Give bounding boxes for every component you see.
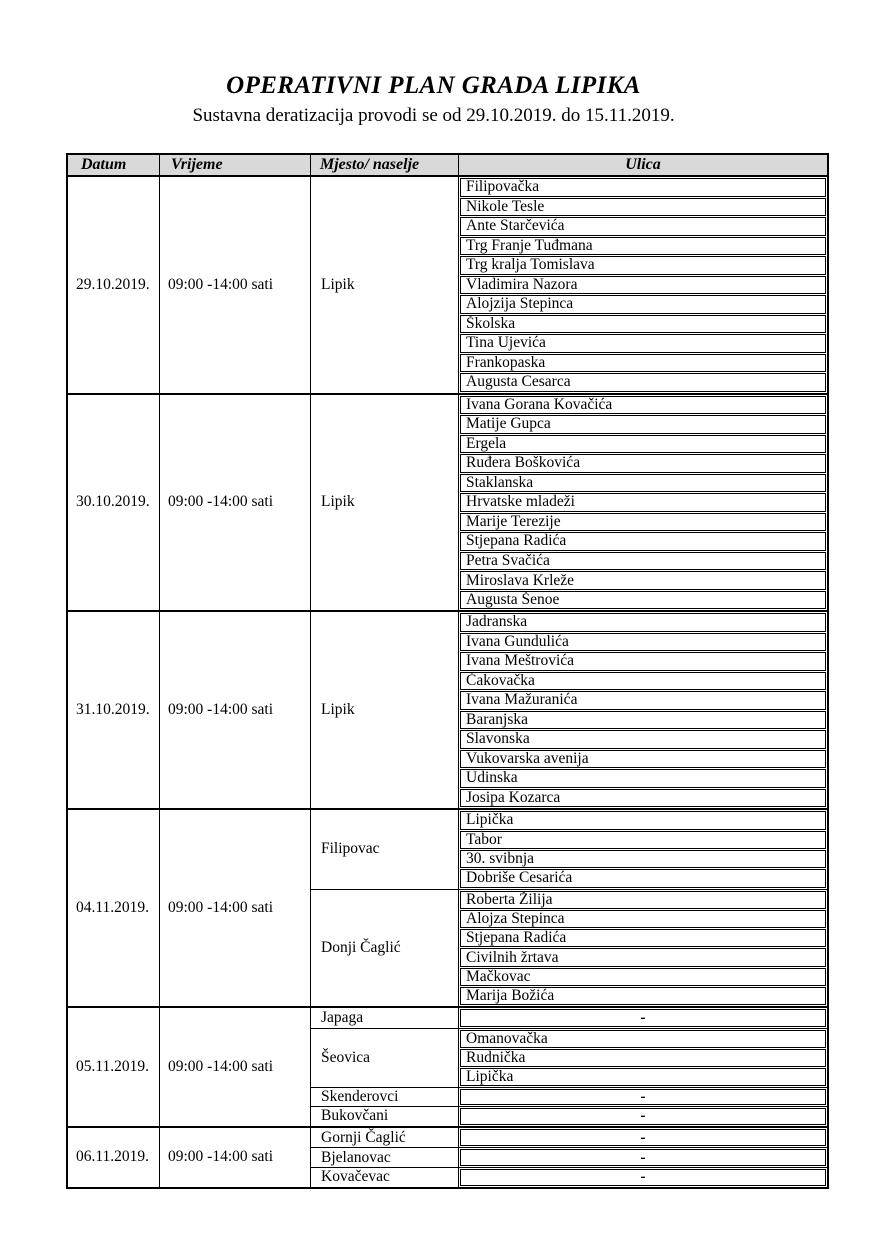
- ulica-cell: Miroslava Krleže: [460, 571, 826, 590]
- mjesto-cell: Donji Čaglić: [311, 890, 459, 1007]
- ulica-cell: Rudnička: [460, 1049, 826, 1067]
- ulica-cell: Roberta Žilija: [460, 891, 826, 909]
- mjesto-cell: Bukovčani: [311, 1107, 459, 1126]
- place-row: [311, 1008, 827, 1028]
- ulica-cell: Filipovačka: [460, 178, 826, 197]
- ulica-cell: Ivana Meštrovića: [460, 652, 826, 671]
- ulica-group: [459, 1107, 827, 1126]
- place-row: [311, 810, 827, 888]
- place-row: [311, 177, 827, 393]
- mjesto-cell: Lipik: [311, 177, 459, 393]
- place-row: [311, 1147, 827, 1167]
- mjesto-cell: Bjelanovac: [311, 1148, 459, 1167]
- ulica-group: [459, 890, 827, 1007]
- ulica-dash-cell: -: [460, 1129, 826, 1147]
- mjesto-cell: Skenderovci: [311, 1088, 459, 1107]
- place-row: [311, 1128, 827, 1148]
- ulica-group: [459, 1088, 827, 1107]
- ulica-cell: Staklanska: [460, 474, 826, 493]
- places-group: [311, 612, 827, 808]
- vrijeme-cell: 09:00 -14:00 sati: [160, 177, 311, 393]
- page-subtitle: Sustavna deratizacija provodi se od 29.10.2019. do 15.11.2019.: [192, 105, 675, 126]
- schedule-block: [68, 1126, 827, 1187]
- mjesto-cell: Gornji Čaglić: [311, 1128, 459, 1148]
- ulica-cell: Trg kralja Tomislava: [460, 256, 826, 275]
- ulica-cell: Udinska: [460, 769, 826, 788]
- ulica-cell: Ante Starčevića: [460, 217, 826, 236]
- places-group: [311, 1128, 827, 1187]
- ulica-cell: Stjepana Radića: [460, 929, 826, 947]
- place-row: [311, 1106, 827, 1126]
- place-row: [311, 395, 827, 611]
- header-datum: Datum: [68, 155, 160, 175]
- header-vrijeme: Vrijeme: [160, 155, 311, 175]
- ulica-cell: Ivana Gundulića: [460, 633, 826, 652]
- ulica-cell: Trg Franje Tuđmana: [460, 237, 826, 256]
- ulica-dash-cell: -: [460, 1169, 826, 1186]
- vrijeme-cell: 09:00 -14:00 sati: [160, 1128, 311, 1187]
- ulica-cell: Dobriše Cesarića: [460, 869, 826, 887]
- place-row: [311, 1028, 827, 1087]
- ulica-cell: Marija Božića: [460, 987, 826, 1005]
- ulica-cell: Slavonska: [460, 730, 826, 749]
- ulica-cell: Frankopaska: [460, 354, 826, 373]
- schedule-block: [68, 610, 827, 808]
- header-mjesto: Mjesto/ naselje: [311, 155, 459, 175]
- ulica-group: [459, 1008, 827, 1028]
- vrijeme-cell: 09:00 -14:00 sati: [160, 612, 311, 808]
- datum-cell: 05.11.2019.: [68, 1008, 160, 1126]
- ulica-cell: Alojza Stepinca: [460, 910, 826, 928]
- mjesto-cell: Japaga: [311, 1008, 459, 1028]
- datum-cell: 30.10.2019.: [68, 395, 160, 611]
- ulica-cell: Tabor: [460, 831, 826, 849]
- ulica-cell: Ivana Mažuranića: [460, 691, 826, 710]
- ulica-dash-cell: -: [460, 1009, 826, 1027]
- mjesto-cell: Šeovica: [311, 1029, 459, 1087]
- ulica-cell: Vladimira Nazora: [460, 276, 826, 295]
- schedule-block: [68, 177, 827, 393]
- ulica-cell: Stjepana Radića: [460, 532, 826, 551]
- ulica-cell: Civilnih žrtava: [460, 948, 826, 966]
- vrijeme-cell: 09:00 -14:00 sati: [160, 810, 311, 1006]
- mjesto-cell: Lipik: [311, 612, 459, 808]
- ulica-cell: Matije Gupca: [460, 415, 826, 434]
- ulica-cell: Augusta Cesarca: [460, 373, 826, 392]
- place-row: [311, 889, 827, 1007]
- ulica-dash-cell: -: [460, 1149, 826, 1166]
- datum-cell: 04.11.2019.: [68, 810, 160, 1006]
- ulica-cell: Petra Svačića: [460, 552, 826, 571]
- place-row: [311, 1087, 827, 1107]
- ulica-cell: Školska: [460, 315, 826, 334]
- mjesto-cell: Filipovac: [311, 810, 459, 888]
- page-title: OPERATIVNI PLAN GRADA LIPIKA: [226, 72, 641, 99]
- places-group: [311, 1008, 827, 1126]
- datum-cell: 06.11.2019.: [68, 1128, 160, 1187]
- vrijeme-cell: 09:00 -14:00 sati: [160, 1008, 311, 1126]
- place-row: [311, 612, 827, 808]
- places-group: [311, 177, 827, 393]
- ulica-cell: Baranjska: [460, 711, 826, 730]
- places-group: [311, 810, 827, 1006]
- schedule-block: [68, 393, 827, 611]
- ulica-dash-cell: -: [460, 1089, 826, 1106]
- ulica-cell: 30. svibnja: [460, 850, 826, 868]
- ulica-cell: Lipička: [460, 811, 826, 829]
- schedule-block: [68, 1006, 827, 1126]
- ulica-group: [459, 612, 827, 808]
- datum-cell: 29.10.2019.: [68, 177, 160, 393]
- ulica-cell: Ruđera Boškovića: [460, 454, 826, 473]
- ulica-cell: Hrvatske mladeži: [460, 493, 826, 512]
- mjesto-cell: Kovačevac: [311, 1168, 459, 1187]
- ulica-group: [459, 177, 827, 393]
- ulica-cell: Ivana Gorana Kovačića: [460, 396, 826, 415]
- place-row: [311, 1167, 827, 1187]
- datum-cell: 31.10.2019.: [68, 612, 160, 808]
- ulica-group: [459, 810, 827, 888]
- ulica-group: [459, 395, 827, 611]
- ulica-group: [459, 1148, 827, 1167]
- ulica-group: [459, 1168, 827, 1187]
- ulica-cell: Alojzija Stepinca: [460, 295, 826, 314]
- ulica-group: [459, 1128, 827, 1148]
- vrijeme-cell: 09:00 -14:00 sati: [160, 395, 311, 611]
- ulica-cell: Augusta Šenoe: [460, 591, 826, 610]
- schedule-table-body: [68, 177, 827, 1187]
- ulica-cell: Vukovarska avenija: [460, 750, 826, 769]
- ulica-cell: Lipička: [460, 1068, 826, 1086]
- ulica-cell: Omanovačka: [460, 1030, 826, 1048]
- places-group: [311, 395, 827, 611]
- deratization-schedule-table: [66, 153, 829, 1189]
- ulica-cell: Nikole Tesle: [460, 198, 826, 217]
- ulica-cell: Čakovačka: [460, 672, 826, 691]
- ulica-cell: Ergela: [460, 435, 826, 454]
- table-header-row: [68, 155, 827, 177]
- ulica-cell: Tina Ujevića: [460, 334, 826, 353]
- ulica-cell: Josipa Kozarca: [460, 789, 826, 808]
- ulica-cell: Mačkovac: [460, 968, 826, 986]
- ulica-cell: Marije Terezije: [460, 513, 826, 532]
- mjesto-cell: Lipik: [311, 395, 459, 611]
- schedule-block: [68, 808, 827, 1006]
- ulica-cell: Jadranska: [460, 613, 826, 632]
- ulica-dash-cell: -: [460, 1108, 826, 1125]
- ulica-group: [459, 1029, 827, 1087]
- document-page: [52, 0, 815, 1189]
- header-ulica: Ulica: [625, 156, 661, 173]
